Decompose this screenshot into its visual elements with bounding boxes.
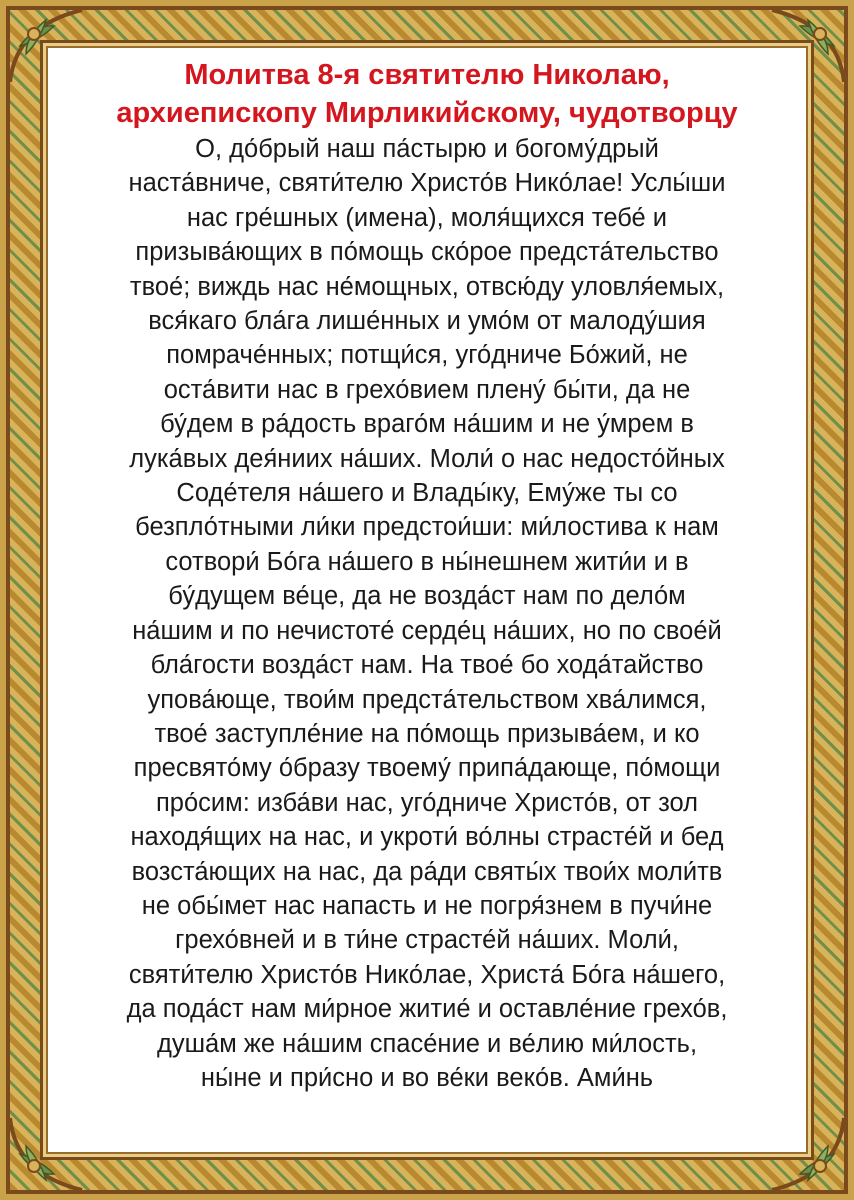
body-line: бу́дем в ра́дость враго́м на́шим и не у́мрем в [160,410,694,439]
body-line: Соде́теля на́шего и Влады́ку, Ему́же ты со [176,479,678,508]
prayer-content [50,50,804,1150]
body-line: упова́юще, твои́м предста́тельством хва́лимся, [147,685,707,714]
body-line: бу́дущем ве́це, да не возда́ст нам по дело́м [168,582,686,611]
body-line: О, до́брый наш па́стырю и богому́дрый [195,135,659,163]
body-line: твое́; виждь нас не́мощных, отвсю́ду уловля́емых, [129,272,725,301]
body-line: находя́щих на нас, и укроти́ во́лны страсте́й и бед [130,823,724,852]
body-line: пресвято́му о́бразу твоему́ припа́дающе, по́мощи [133,754,721,783]
body-line: святи́телю Христо́в Нико́лае, Христа́ Бо́га на́шего, [128,960,726,989]
body-line: не обы́мет нас напасть и не погря́знем в пучи́не [141,891,713,920]
body-line: сотвори́ Бо́га на́шего в ны́нешнем жити́и и в [165,547,689,576]
prayer-body [50,132,804,1095]
body-line: нас гре́шных (имена), моля́щихся тебе́ и [186,203,668,232]
body-line: да пода́ст нам ми́рное житие́ и оставле́ние грехо́в, [126,995,728,1024]
title-line: Молитва 8-я святителю Николаю, [184,59,670,91]
body-line: помраче́нных; потщи́ся, уго́дниче Бо́жий, не [166,341,688,370]
body-line: бла́гости возда́ст нам. На твое́ бо хода́тайство [150,651,704,680]
body-line: лука́вых дея́ниих на́ших. Моли́ о нас недосто́йных [129,444,725,473]
title-line: архиепископу Мирликийскому, чудотворцу [116,97,738,129]
body-line: на́шим и по нечистоте́ серде́ц на́ших, но по свое́й [132,616,722,645]
body-line: вся́каго бла́га лише́нных и умо́м от малоду́шия [148,307,706,336]
body-line: призыва́ющих в по́мощь ско́рое предста́тельство [135,238,719,267]
body-line: безпло́тными ли́ки предстои́ши: ми́лостива к нам [135,513,719,542]
body-line: наста́вниче, святи́телю Христо́в Нико́лае! Услы́ши [128,169,726,198]
prayer-title [50,50,804,132]
body-line: ны́не и при́сно и во ве́ки веко́в. Ами́нь [200,1063,654,1092]
body-line: про́сим: изба́ви нас, уго́дниче Христо́в, от зол [156,788,698,817]
body-line: грехо́вней и в ти́не страсте́й на́ших. Моли́, [175,926,679,955]
body-line: оста́вити нас в грехо́вием плену́ бы́ти, да не [163,375,691,404]
body-line: душа́м же на́шим спасе́ние и ве́лию ми́лость, [156,1029,698,1058]
body-line: возста́ющих на нас, да ра́ди святы́х твои́х моли́тв [131,857,723,886]
body-line: твое́ заступле́ние на по́мощь призыва́ем, и ко [154,719,700,748]
